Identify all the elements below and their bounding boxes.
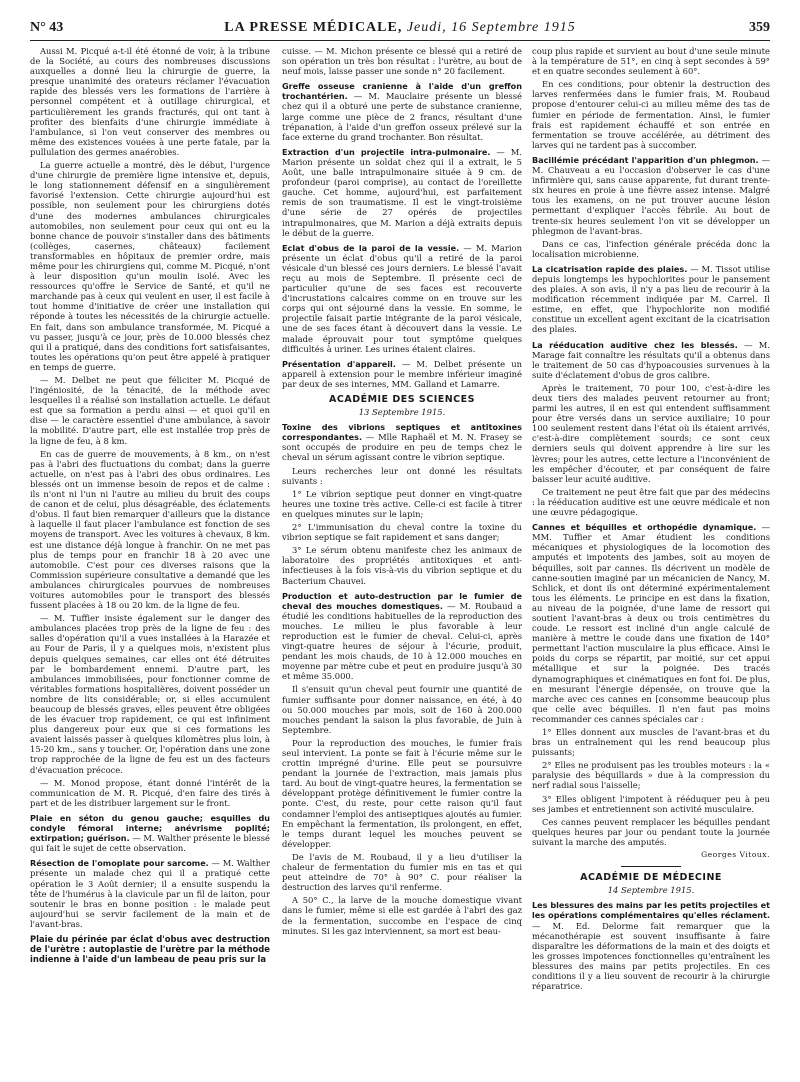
paragraph: La guerre actuelle a montré, dès le début, l'urgence d'une chirurgie de première ligne intensive et, depuis, le long stationnement défensif en a singulièrement favorisé l'extension. Cette chirurgie aujourd'hui est possible, non seulement pour les chirurgiens dotés d'une des modernes ambulances chirurgicales automobiles, non seulement pour ceux qui ont eu la bonne chance de pouvoir s'installer dans des bâtiments (collèges, casernes, châteaux) facilement transformables en hôpitaux de premier ordre, mais même pour les chirurgiens qui, comme M. Picqué, n'ont à leur disposition qu'un moulin isolé. Avec les ressources qu'offre le Service de Santé, et qu'il ne marchande pas à ceux qui veulent en user, il est facile à tout homme d'initiative de créer une installation qui réponde à toutes les nécessités de la chirurgie actuelle. En fait, dans son ambulance transformée, M. Picqué a vu passer, jusqu'à ce jour, près de 10.000 blessés chez qui il a pratiqué, dans des conditions fort satisfaisantes, toutes les opérations qu'on peut être appelé à pratiquer en temps de guerre. (30, 160, 270, 372)
article: Eclat d'obus de la paroi de la vessie. — M. Marion présente un éclat d'obus qu'il a retiré de la paroi vésicale d'un blessé ces jours derniers. Le blessé l'avait reçu au mois de Septembre. Il présente ceci de particulier qu'une de ses faces est recouverte d'incrustations calcaires comme on en trouve sur les corps qui ont séjourné dans la vessie. En somme, le projectile faisait partie intégrante de la paroi vésicale, une de ses faces étant à découvert dans la vessie. Le malade éprouvait pour tout symptôme quelques difficultés à uriner. Les urines étaient claires. (282, 242, 522, 354)
section-date: 13 Septembre 1915. (358, 407, 446, 418)
issue-number: N° 43 (30, 20, 64, 35)
journal-name: LA PRESSE MÉDICALE, (224, 20, 403, 35)
article: Les blessures des mains par les petits projectiles et les opérations complémentaires qu'elles réclament. — M. Ed. Delorme fait remarquer que la mécanothérapie est souvent insuffisante à faire disparaître les déformations de la main et des doigts et les grosses impotences fonctionnelles qu'entraînent les blessures des mains par petits projectiles. En ces conditions il y a lieu souvent de recourir à la chirurgie réparatrice. (532, 900, 770, 992)
article: Plaie du périnée par éclat d'obus avec destruction de l'urètre : autoplastie de l'urètre par la méthode indienne à l'aide d'un lambeau de peau pris sur la (30, 933, 270, 965)
paragraph: De l'avis de M. Roubaud, il y a lieu d'utiliser la chaleur de fermentation du fumier mis en tas et qui peut atteindre de 70° à 90° C. pour réaliser la destruction des larves qu'il renferme. (282, 851, 522, 893)
author-signature: Georges Vitoux. (701, 850, 770, 860)
page-number: 359 (749, 20, 770, 35)
paragraph: Après le traitement, 70 pour 100, c'est-à-dire les deux tiers des malades peuvent retourner au front; parmi les autres, il en est qui entendent suffisamment pour être versés dans un service auxiliaire; 10 pour 100 seulement restent dans l'état où ils étaient arrivés, c'est-à-dire complètement sourds; ce sont ceux derniers seuls qui doivent apprendre à lire sur les lèvres; pour les autres, cette lecture a l'inconvénient de les empêcher d'écouter, et par conséquent de faire baisser leur acuité auditive. (532, 382, 770, 484)
article: Cannes et béquilles et orthopédie dynamique. — MM. Tuffier et Amar étudient les conditions mécaniques et physiologiques de la locomotion des amputés et impotents des jambes, soit au moyen de béquilles, soit par cannes. Ils décrivent un modèle de canne-soutien imaginé par un mécanicien de Nancy, M. Schlick, et dont ils ont déterminé expérimentalement tous les éléments. Le principe en est dans la fixation, au niveau de la poignée, d'une lame de ressort qui soutient l'avant-bras à deux ou trois centimètres du coude. Le ressort est incliné d'un angle calculé de manière à mettre le coude dans une fixation de 140° permettant l'action musculaire la plus efficace. Ainsi le poids du corps se répartit, par moitié, sur cet appui métallique et sur la poignée. Des tracés dynamographiques et cinématiques en font foi. De plus, en mesurant l'énergie dépensée, on trouve que la marche avec ces cannes en [consomme beaucoup plus que celle avec béquilles. Il n'en faut pas moins recommander ces cannes spéciales car : (532, 522, 770, 724)
journal-title (30, 20, 770, 36)
paragraph: En ces conditions, pour obtenir la destruction des larves renfermées dans le fumier frais, M. Roubaud propose d'entourer celui-ci au milieu même des tas de fumier en période de fermentation. Ainsi, le fumier frais est rapidement échauffé et son entrée en fermentation se trouve accélérée, au détriment des larves qui ne tardent pas à succomber. (532, 79, 770, 150)
column-1 (30, 46, 270, 1076)
article: Présentation d'appareil. — M. Delbet présente un appareil à extension pour le membre inférieur imaginé par deux de ses internes, MM. Galland et Lamarre. (282, 358, 522, 389)
article: Production et auto-destruction par le fumier de cheval des mouches domestiques. — M. Roubaud a étudié les conditions habituelles de la reproduction des mouches. Le milieu le plus favorable à leur reproduction est le fumier de cheval. Celui-ci, après vingt-quatre heures de séjour à l'écurie, produit, pendant les mois chauds, de 10 à 12.000 mouches en moyenne par mètre cube et peut en produire jusqu'à 30 et même 35.000. (282, 590, 522, 682)
paragraph: Il s'ensuit qu'un cheval peut fournir une quantité de fumier suffisante pour donner naissance, en été, à 40 ou 50.000 mouches par mois, soit de 160 à 200.000 mouches pendant la saison la plus favorable, de Juin à Septembre. (282, 684, 522, 735)
section-title: ACADÉMIE DES SCIENCES (329, 394, 475, 405)
paragraph: — M. Delbet ne peut que féliciter M. Picqué de l'ingéniosité, de la ténacité, de la méthode avec lesquelles il a réalisé son installation actuelle. Le défaut est que sa formation a perdu ainsi — et quoi qu'il en dise — le caractère essentiel d'une ambulance, à savoir la mobilité. D'autre part, elle est installée trop près de la ligne de feu, à 8 km. (30, 375, 270, 446)
paragraph: coup plus rapide et survient au bout d'une seule minute à la température de 51°, en cinq à sept secondes à 59° et en quatre secondes seulement à 60°. (532, 46, 770, 77)
paragraph: cuisse. — M. Michon présente ce blessé qui a retiré de son opération un très bon résultat : l'urètre, au bout de neuf mois, laisse passer une sonde n° 20 facilement. (282, 46, 522, 77)
article: Bacillémie précédant l'apparition d'un phlegmon. — M. Chauveau a eu l'occasion d'observer le cas d'une infirmière qui, sans cause apparente, fut durant trente-six heures en proie à une fièvre assez intense. Malgré tous les examens, on ne put trouver aucune lésion permettant d'expliquer l'accès fébrile. Au bout de trente-six heures seulement l'on vit se développer un phlegmon de l'avant-bras. (532, 154, 770, 236)
paragraph: A 50° C., la larve de la mouche domestique vivant dans le fumier, même si elle est gardée à l'abri des gaz de la fermentation, succombe en l'espace de cinq minutes. Si les gaz interviennent, sa mort est beau- (282, 895, 522, 936)
column-2 (282, 46, 522, 1076)
paragraph: 1° Le vibrion septique peut donner en vingt-quatre heures une toxine très active. Celle-ci est facile à titrer en quelques minutes sur le lapin; (282, 488, 522, 519)
article: Plaie en séton du genou gauche; esquilles du condyle fémoral interne; anévrisme poplité; extirpation; guérison. — M. Walther présente le blessé qui fait le sujet de cette observation. (30, 812, 270, 854)
paragraph: 3° Elles obligent l'impotent à rééduquer peu à peu ses jambes et entretiennent son activité musculaire. (532, 793, 770, 814)
article: La rééducation auditive chez les blessés. — M. Marage fait connaître les résultats qu'il a obtenus dans le traitement de 50 cas d'hypoacousies survenues à la suite d'éclatement d'obus de gros calibre. (532, 339, 770, 380)
paragraph: Aussi M. Picqué a-t-il été étonné de voir, à la tribune de la Société, au cours des nombreuses discussions auxquelles a donné lieu la chirurgie de guerre, la presque unanimité des orateurs réclamer l'évacuation rapide des blessés vers les formations de l'arrière à personnel compétent et à outillage chirurgical, et particulièrement les grands fracturés, qui ont tant à profiter des bienfaits d'une chirurgie immédiate à l'ambulance, si l'on veut conserver des membres ou même des existences vouées à une perte fatale, par la pullulation des germes anaérobies. (30, 46, 270, 157)
paragraph: Ce traitement ne peut être fait que par des médecins : la rééducation auditive est une œuvre médicale et non une œuvre pédagogique. (532, 486, 770, 518)
paragraph: 3° Le sérum obtenu manifeste chez les animaux de laboratoire des propriétés antitoxiques et anti-infectieuses à la fois vis-à-vis du vibrion septique et du Bacterium Chauvei. (282, 545, 522, 586)
section-date: 14 Septembre 1915. (607, 885, 695, 896)
paragraph: 2° Elles ne produisent pas les troubles moteurs : la « paralysie des béquillards » due à la compression du nerf radial sous l'aisselle; (532, 760, 770, 791)
issue-date: Jeudi, 16 Septembre 1915 (406, 20, 576, 35)
article: Toxine des vibrions septiques et antitoxines correspondantes. — Mlle Raphaël et M. N. Frasey se sont occupés de produire en peu de temps chez le cheval un sérum agissant contre le vibrion septique. (282, 422, 522, 463)
article: Extraction d'un projectile intra-pulmonaire. — M. Marion présente un soldat chez qui il a extrait, le 5 Août, une balle intrapulmonaire située à 9 cm. de profondeur (paroi comprise), au contact de l'oreillette gauche. Cet homme, aujourd'hui, est parfaitement remis de son traumatisme. Il est le vingt-troisième d'une série de 27 opérés de projectiles intrapulmonaires, que M. Marion a déjà extraits depuis le début de la guerre. (282, 146, 522, 238)
paragraph: Dans ce cas, l'infection générale précéda donc la localisation microbienne. (532, 238, 770, 259)
paragraph: 1° Elles donnent aux muscles de l'avant-bras et du bras un entraînement qui les rend beaucoup plus puissants; (532, 727, 770, 758)
divider (621, 866, 681, 867)
paragraph: — M. Monod propose, étant donné l'intérêt de la communication de M. R. Picqué, d'en faire des tirés à part et de les distribuer largement sur le front. (30, 777, 270, 808)
paragraph: Leurs recherches leur ont donné les résultats suivants : (282, 465, 522, 486)
article: La cicatrisation rapide des plaies. — M. Tissot utilise depuis longtemps les hypochlorites pour le pansement des plaies. A son avis, il n'y a pas lieu de recourir à la modification récemment indiquée par M. Carrel. Il estime, en effet, que l'hypochlorite non modifié constitue un excellent agent excitant de la cicatrisation des plaies. (532, 263, 770, 335)
paragraph: Ces cannes peuvent remplacer les béquilles pendant quelques heures par jour ou pendant toute la journée suivant la marche des amputés. (532, 816, 770, 847)
paragraph: En cas de guerre de mouvements, à 8 km., on n'est pas à l'abri des fluctuations du combat; dans la guerre actuelle, on n'est pas à l'abri des obus ordinaires. Les blessés ont un immense besoin de repos et de calme : ils n'ont ni l'un ni l'autre au milieu du bruit des coups de canon et de celui, plus désagréable, des éclatements d'obus. Il faut bien remarquer d'ailleurs que la distance à laquelle il faut placer l'ambulance est fonction de ses moyens de transport. Avec les voitures à chevaux, 8 km. est une distance déjà longue à franchir. On ne met pas plus de temps pour en franchir 18 à 20 avec une automobile. C'est pour ces diverses raisons que la Commission supérieure consultative a demandé que les ambulances chirurgicales pourvues de nombreuses voitures automobiles pour le transport des blessés fussent placées à 18 ou 20 km. de la ligne de feu. (30, 448, 270, 611)
paragraph: Pour la reproduction des mouches, le fumier frais seul intervient. La ponte se fait à l'écurie même sur le crottin imprégné d'urine. Elle peut se poursuivre pendant la journée de l'extraction, mais jamais plus tard. Au bout de vingt-quatre heures, la fermentation se développant protège définitivement le fumier contre la ponte. C'est, du reste, pour cette raison qu'il faut condamner l'emploi des antiseptiques ajoutés au fumier. En empêchant la fermentation, ils prolongent, en effet, le temps durant lequel les mouches peuvent se développer. (282, 737, 522, 849)
article: Greffe osseuse cranienne à l'aide d'un greffon trochantérien. — M. Mauclaire présente un blessé chez qui il a obturé une perte de substance cranienne, large comme une pièce de 2 francs, résultant d'une trépanation, à l'aide d'un greffon osseux prélevé sur la face externe du grand trochanter. Bon résultat. (282, 81, 522, 142)
section-title: ACADÉMIE DE MÉDECINE (580, 872, 722, 884)
column-3 (532, 46, 770, 1076)
page-header (30, 18, 770, 41)
paragraph: — M. Tuffier insiste également sur le danger des ambulances placées trop près de la ligne de feu : des salles d'opération qu'il a vues installées à la Harazée et au Four de Paris, il y a quelques mois, n'existent plus depuis quelques semaines, car elles ont été détruites par le bombardement ennemi. D'autre part, les ambulances immobilisées, pour fonctionner comme de véritables formations hospitalières, doivent posséder un nombre de lits considérable; or, si elles accumulent beaucoup de blessés graves, elles peuvent être obligées de les évacuer trop rapidement, ce qui est infiniment plus dangereux pour eux que si ces formations les avaient laissés passer à quelques kilomètres plus loin, à 15-20 km., sans y toucher. Or, l'opération dans une zone trop rapprochée de la ligne de feu est un des facteurs d'évacuation précoce. (30, 613, 270, 775)
paragraph: 2° L'immunisation du cheval contre la toxine du vibrion septique se fait rapidement et sans danger; (282, 522, 522, 543)
article: Résection de l'omoplate pour sarcome. — M. Walther présente un malade chez qui il a pratiqué cette opération le 3 Août dernier; il a ensuite suspendu la tête de l'humérus à la clavicule par un fil de laiton, pour soutenir le bras en bonne position : le malade peut aujourd'hui se servir facilement de la main et de l'avant-bras. (30, 858, 270, 929)
